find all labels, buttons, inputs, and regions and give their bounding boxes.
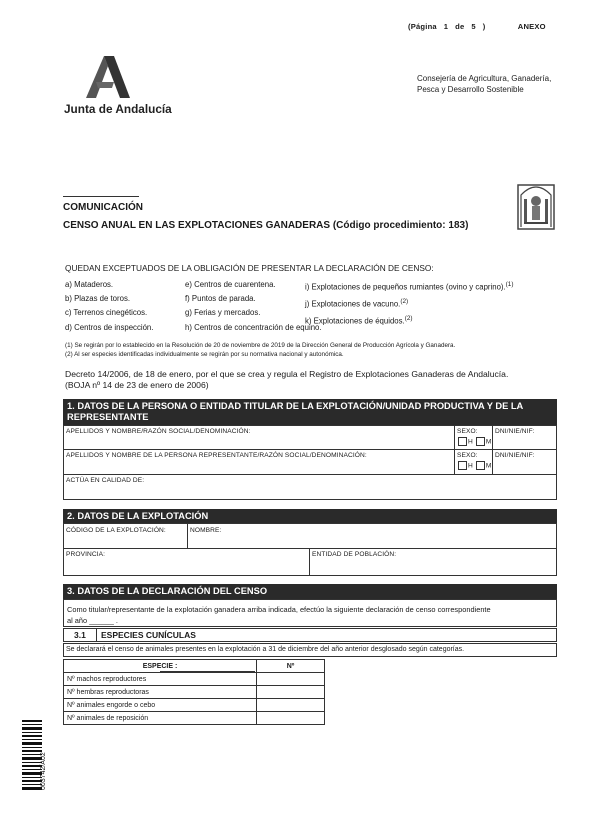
consejeria-line1: Consejería de Agricultura, Ganadería, (417, 74, 552, 83)
entidad-field[interactable] (312, 560, 554, 574)
exception-item: e) Centros de cuarentena. (185, 280, 276, 289)
apellidos-field[interactable] (66, 428, 452, 448)
exception-item-text: j) Explotaciones de vacuno. (305, 299, 401, 309)
section2-header: 2. DATOS DE LA EXPLOTACIÓN (63, 509, 557, 524)
provincia-field[interactable] (66, 560, 306, 574)
codigo-field[interactable] (66, 536, 184, 547)
exception-item: f) Puntos de parada. (185, 294, 256, 304)
exception-item: b) Plazas de toros. (65, 294, 131, 304)
sexo-m-checkbox[interactable] (476, 437, 485, 446)
apellidos-label: APELLIDOS Y NOMBRE/RAZÓN SOCIAL/DENOMINACIÓN: (66, 428, 251, 435)
divider (187, 523, 188, 548)
form-code: 003742/A02 (40, 752, 47, 790)
sexo-m-checkbox-rep[interactable] (476, 461, 485, 470)
footnote-ref: (1) (505, 281, 514, 288)
row-label: Nº animales engorde o cebo (64, 699, 257, 712)
dni-label: DNI/NIE/NIF: (495, 428, 535, 435)
decreto-line2: (BOJA nº 14 de 23 de enero de 2006) (65, 380, 209, 390)
exception-item: g) Ferias y mercados. (185, 308, 261, 318)
nombre-label: NOMBRE: (190, 527, 222, 534)
comunicacion-title: COMUNICACIÓN (63, 202, 143, 213)
section1-title-line2: REPRESENTANTE (67, 412, 149, 422)
year-field[interactable] (92, 617, 126, 625)
divider (492, 425, 493, 474)
divider (454, 425, 455, 474)
sexo-label: SEXO: (457, 428, 478, 435)
subsection-number: 3.1 (74, 630, 86, 640)
row-value-input[interactable] (257, 673, 325, 686)
exception-item-text: i) Explotaciones de pequeños rumiantes (ovino y caprino). (305, 282, 506, 292)
divider (63, 548, 557, 549)
sexo-h-checkbox-rep[interactable] (458, 461, 467, 470)
row-value-input[interactable] (257, 712, 325, 725)
sexo-options (457, 437, 491, 446)
footnote-2: (2) Al ser especies identificadas individualmente se regirán por su normativa nacional y autonómica. (65, 350, 344, 358)
representante-field[interactable] (66, 460, 452, 473)
page-label: (Página (408, 22, 437, 31)
exception-item (305, 295, 513, 312)
codigo-label: CÓDIGO DE LA EXPLOTACIÓN: (66, 527, 166, 534)
title-rule (63, 196, 139, 197)
exceptions-heading: QUEDAN EXCEPTUADOS DE LA OBLIGACIÓN DE PRESENTAR LA DECLARACIÓN DE CENSO: (65, 263, 434, 273)
table-row (64, 686, 325, 699)
row-label: Nº animales de reposición (64, 712, 257, 725)
consejeria (417, 73, 551, 95)
divider (63, 449, 557, 450)
exceptions-col3 (305, 278, 513, 328)
nombre-field[interactable] (190, 536, 554, 547)
dni-field-rep[interactable] (495, 461, 555, 472)
footnote-1: (1) Se regirán por lo establecido en la Resolución de 20 de noviembre de 2019 de la Dirección General de Producción Agrícola y Ganadera. (65, 342, 456, 349)
brand-name: Junta de Andalucía (64, 102, 172, 116)
page-total: 5 (471, 22, 476, 31)
page-indicator (408, 22, 546, 31)
m-label: M (485, 438, 492, 446)
h-label: H (468, 462, 473, 470)
especie-field[interactable] (160, 659, 255, 672)
row-value-input[interactable] (257, 686, 325, 699)
num-header: Nº (257, 660, 325, 673)
divider (309, 548, 310, 576)
page-number: 1 (443, 22, 449, 31)
representante-label: APELLIDOS Y NOMBRE DE LA PERSONA REPRESENTANTE/RAZÓN SOCIAL/DENOMINACIÓN: (66, 452, 367, 459)
exception-item (305, 278, 513, 295)
footnote-ref: (2) (400, 297, 409, 305)
page-de: de (455, 22, 465, 31)
section3-header: 3. DATOS DE LA DECLARACIÓN DEL CENSO (63, 584, 557, 599)
exception-item: a) Mataderos. (65, 280, 114, 289)
exception-item (305, 312, 513, 329)
actua-label: ACTÚA EN CALIDAD DE: (66, 477, 145, 484)
barcode-icon (22, 720, 42, 792)
page-close: ) (482, 22, 486, 31)
intro-line2: al año ______ . (67, 616, 118, 625)
intro-line1: Como titular/representante de la explotación ganadera arriba indicada, efectúo la siguiente declaración de censo correspondiente (67, 605, 491, 614)
subsection-title: ESPECIES CUNÍCULAS (101, 630, 196, 640)
decreto-line1: Decreto 14/2006, de 18 de enero, por el que se crea y regula el Registro de Explotaciones Ganaderas de Andalucía. (65, 369, 509, 379)
exception-item-text: k) Explotaciones de équidos. (305, 316, 405, 326)
section1-title-line1: 1. DATOS DE LA PERSONA O ENTIDAD TITULAR DE LA EXPLOTACIÓN/UNIDAD PRODUCTIVA Y DE LA (67, 401, 524, 411)
exceptions-col2 (185, 278, 322, 335)
table-row (64, 673, 325, 686)
footnotes (65, 342, 455, 360)
sexo-label: SEXO: (457, 452, 478, 459)
section3-desc: Se declarará el censo de animales presentes en la explotación a 31 de diciembre del año anterior desglosado según categorías. (66, 646, 465, 653)
row-value-input[interactable] (257, 699, 325, 712)
exception-item: c) Terrenos cinegéticos. (65, 308, 148, 318)
exception-item: d) Centros de inspección. (65, 322, 154, 332)
m-label: M (485, 462, 492, 470)
especie-header-text: ESPECIE : (142, 662, 178, 670)
table-row (64, 699, 325, 712)
exceptions-col1 (65, 278, 153, 335)
dni-field[interactable] (495, 437, 555, 448)
divider (96, 628, 97, 642)
anexo-label: ANEXO (517, 22, 546, 31)
row-label: Nº hembras reproductoras (64, 686, 257, 699)
exception-item: h) Centros de concentración de equino. (185, 322, 322, 332)
consejeria-line2: Pesca y Desarrollo Sostenible (417, 85, 524, 94)
sexo-h-checkbox[interactable] (458, 437, 467, 446)
section3-intro (67, 604, 555, 626)
dni-label-rep: DNI/NIE/NIF: (495, 452, 535, 459)
sexo-options-rep (457, 461, 491, 470)
entidad-label: ENTIDAD DE POBLACIÓN: (312, 551, 397, 558)
actua-field[interactable] (66, 486, 554, 498)
h-label: H (468, 438, 473, 446)
coat-of-arms-icon (516, 179, 556, 231)
decreto-text (65, 369, 552, 391)
provincia-label: PROVINCIA: (66, 551, 106, 558)
section1-header (63, 399, 557, 425)
footnote-ref: (2) (404, 314, 413, 322)
row-label: Nº machos reproductores (64, 673, 257, 686)
junta-logo-icon (62, 56, 172, 100)
procedure-title: CENSO ANUAL EN LAS EXPLOTACIONES GANADERAS (Código procedimiento: 183) (63, 220, 469, 231)
table-row (64, 712, 325, 725)
divider (63, 474, 557, 475)
